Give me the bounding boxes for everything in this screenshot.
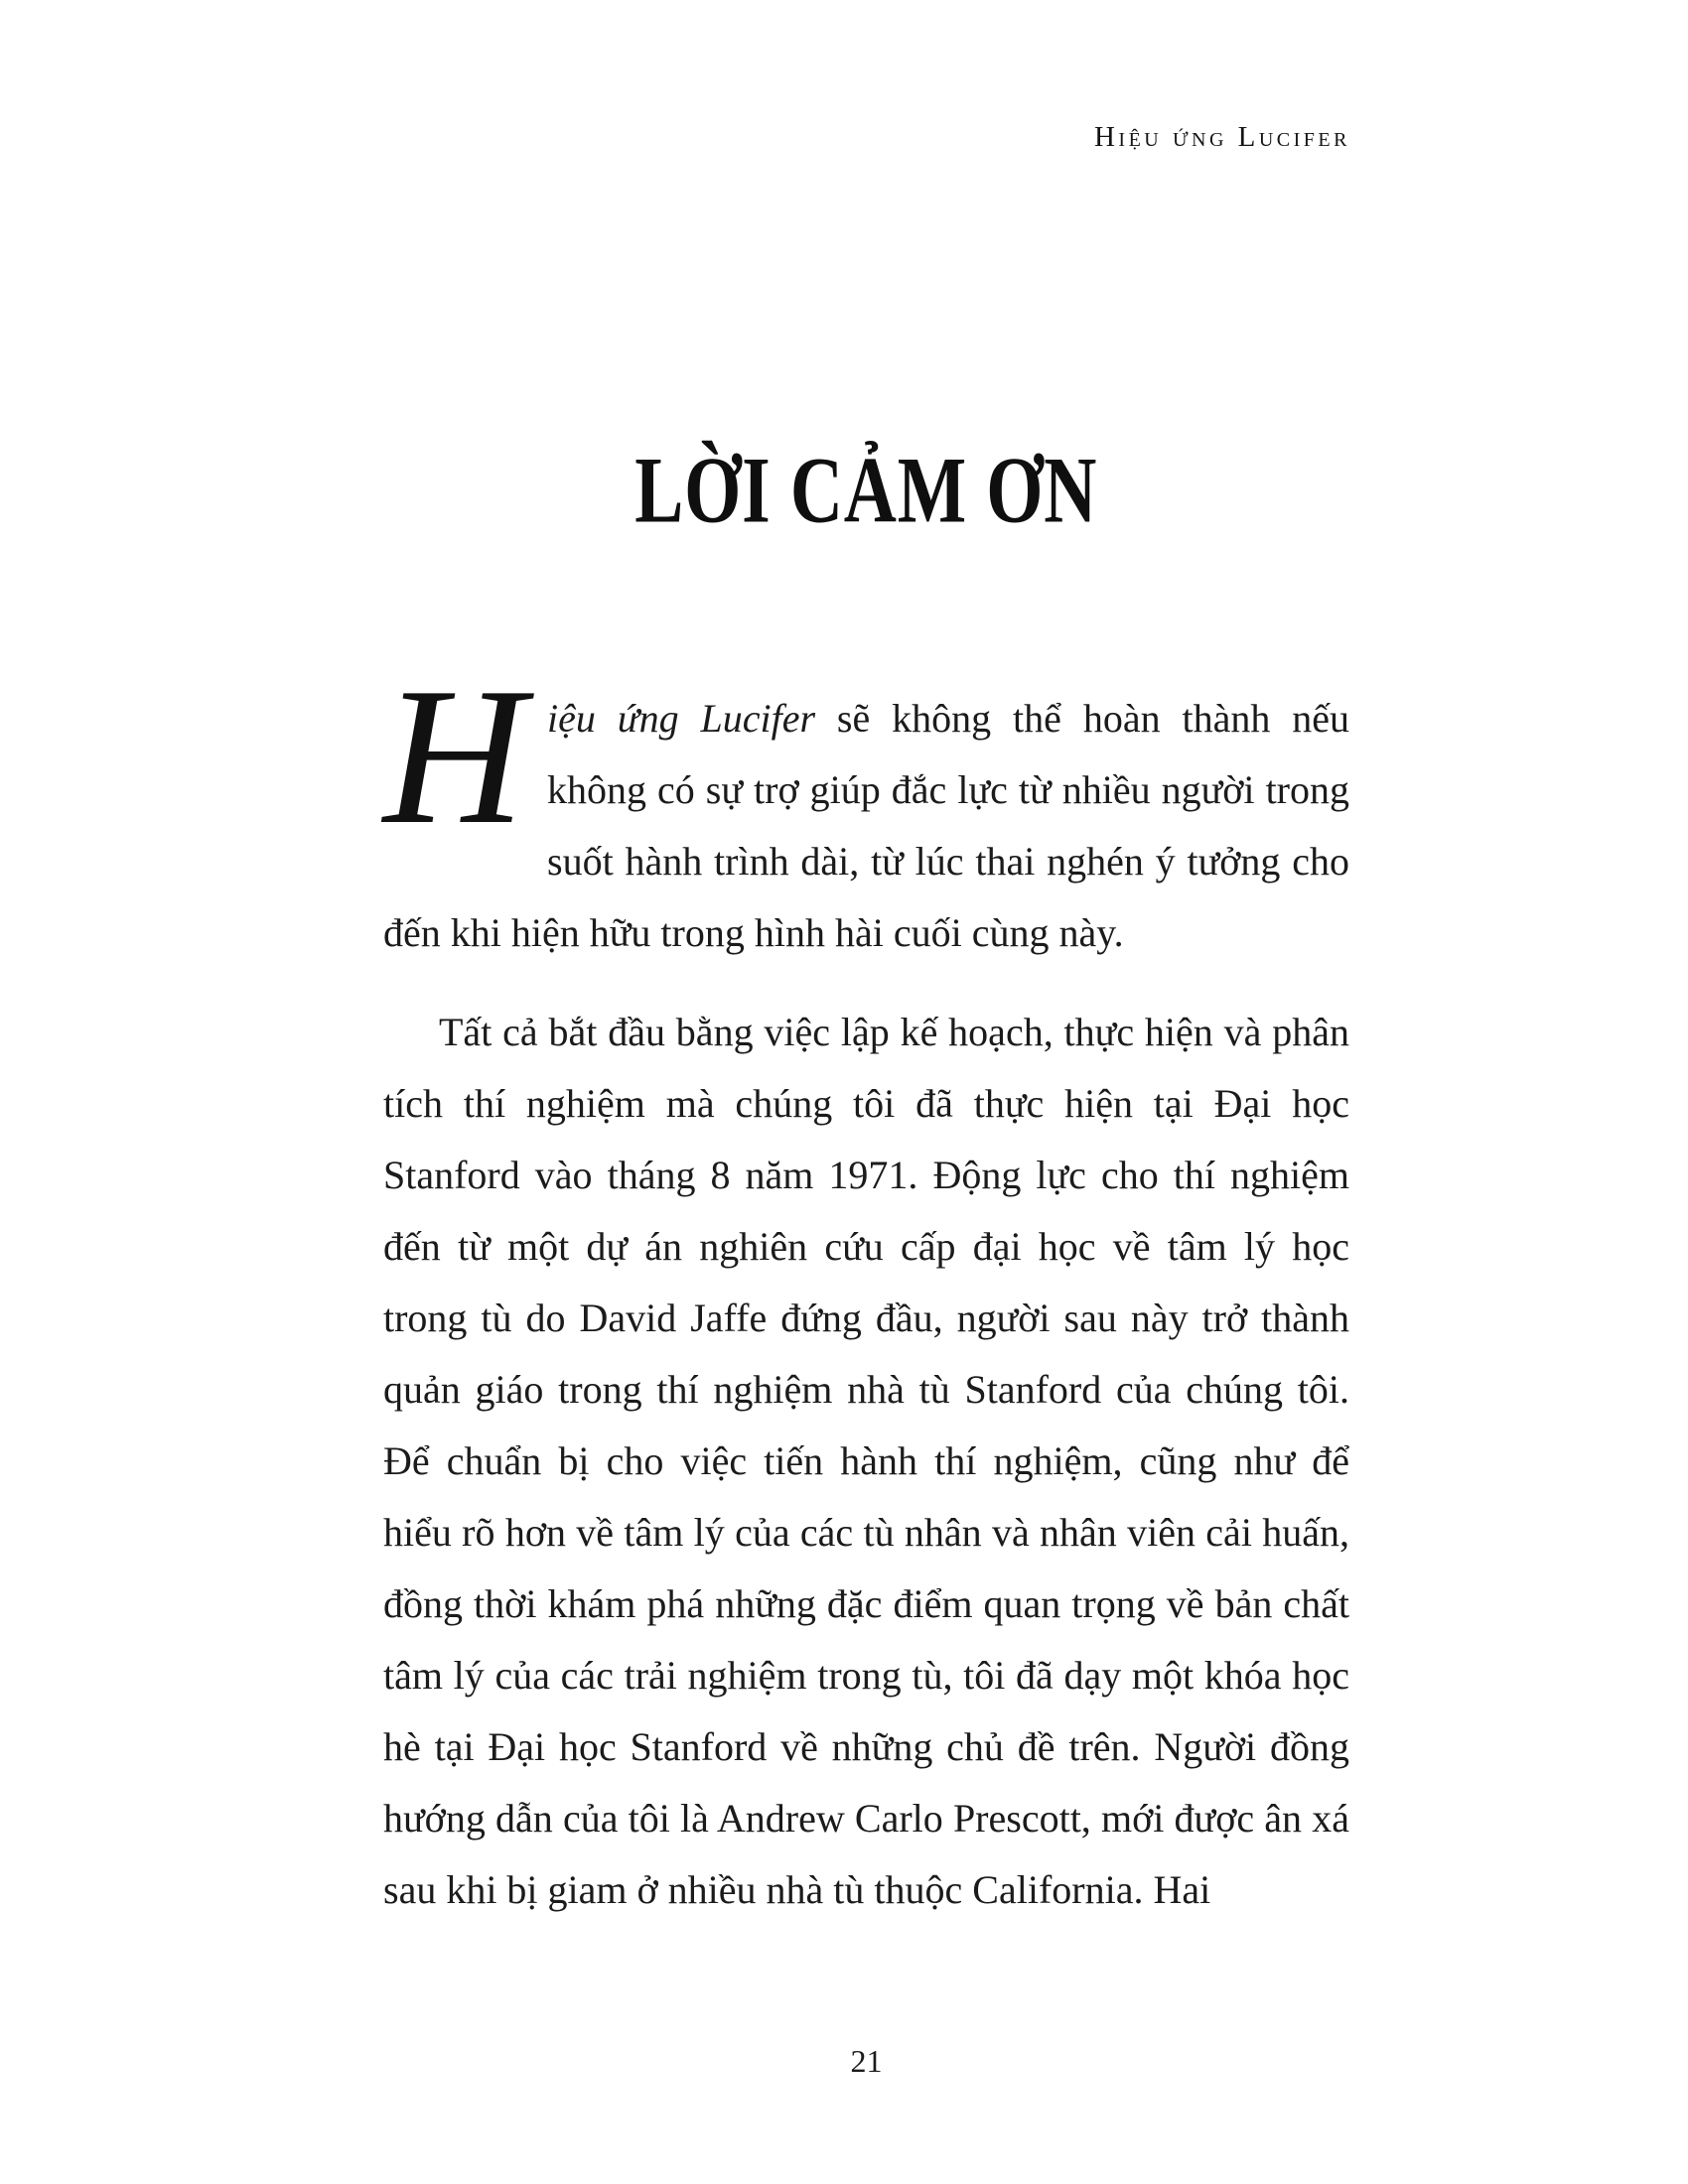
paragraph-1-text: sẽ không thể hoàn thành nếu không có sự trợ giúp đắc lực từ nhiều người trong suốt hành trình dài, từ lúc thai nghén ý tưởng cho đến khi hiện hữu trong hình hài cuối cùng này. (383, 696, 1349, 955)
dropcap-letter: H (383, 647, 525, 865)
chapter-title (383, 435, 1349, 543)
page-body (383, 647, 1349, 1926)
book-title-italic: iệu ứng Lucifer (547, 696, 816, 741)
page-number: 21 (850, 2043, 883, 2079)
paragraph-2: Tất cả bắt đầu bằng việc lập kế hoạch, thực hiện và phân tích thí nghiệm mà chúng tôi đã thực hiện tại Đại học Stanford vào tháng 8 năm 1971. Động lực cho thí nghiệm đến từ một dự án nghiên cứu cấp đại học về tâm lý học trong tù do David Jaffe đứng đầu, người sau này trở thành quản giáo trong thí nghiệm nhà tù Stanford của chúng tôi. Để chuẩn bị cho việc tiến hành thí nghiệm, cũng như để hiểu rõ hơn về tâm lý của các tù nhân và nhân viên cải huấn, đồng thời khám phá những đặc điểm quan trọng về bản chất tâm lý của các trải nghiệm trong tù, tôi đã dạy một khóa học hè tại Đại học Stanford về những chủ đề trên. Người đồng hướng dẫn của tôi là Andrew Carlo Prescott, mới được ân xá sau khi bị giam ở nhiều nhà tù thuộc California. Hai (383, 1010, 1349, 1912)
chapter-title-text: LỜI CẢM ƠN (634, 437, 1098, 543)
paragraph-1 (383, 647, 1349, 969)
running-header-text: Hiệu ứng Lucifer (1093, 121, 1350, 153)
running-header (1094, 121, 1350, 154)
